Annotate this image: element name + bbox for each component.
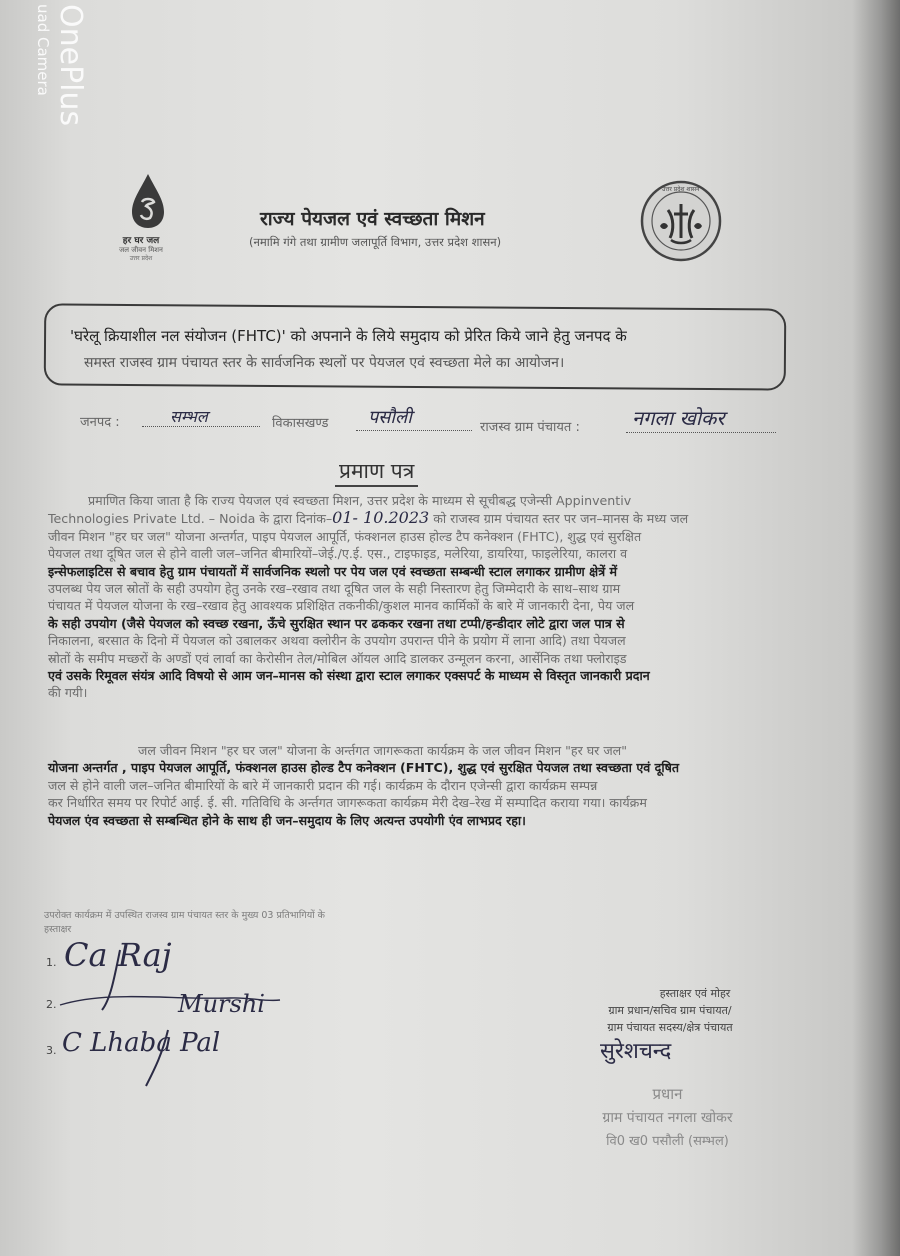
panchayat-underline: [626, 432, 776, 433]
para1-line: इन्सेफलाइटिस से बचाव हेतु ग्राम पंचायतों में सार्वजनिक स्थलो पर पेय जल एवं स्वच्छता सम्बन्धी स्टाल लगाकर ग्रामीण क्षेत्रें में: [48, 563, 618, 579]
certificate-paragraph-2: [48, 742, 788, 829]
watermark-brand: OnePlus: [53, 4, 88, 127]
block-label: विकासखण्ड: [272, 416, 329, 431]
authority-line-1: हस्ताक्षर एवं मोहर: [659, 987, 731, 1000]
topic-line-2: समस्त राजस्व ग्राम पंचायत स्तर के सार्वजनिक स्थलों पर पेयजल एवं स्वच्छता मेले का आयोजन।: [84, 355, 565, 371]
para2-line: पेयजल एंव स्वच्छता से सम्बन्धित होने के साथ ही जन–समुदाय के लिए अत्यन्त उपयोगी एंव लाभप्रद रहा।: [48, 812, 526, 828]
para1-line: की गयी।: [48, 685, 88, 701]
event-date: 01- 10.2023: [332, 508, 430, 528]
authority-signature-block: [560, 985, 780, 1036]
para1-line: पंचायत में पेयजल योजना के रख–रखाव हेतु आवश्यक प्रशिक्षित तकनीकी/कुशल मानव कार्मिकों के बारे में जानकारी देना, पेय जल: [48, 598, 635, 614]
para2-line: योजना अन्तर्गत , पाइप पेयजल आपूर्ति, फंक्शनल हाउस होल्ड टैप कनेक्शन (FHTC), शुद्ध एवं सुरक्षित पेयजल तथा स्वच्छता एवं दूषित: [48, 760, 680, 776]
stamp-line-1: प्रधान: [652, 1085, 683, 1103]
topic-box: [44, 303, 787, 390]
watermark-camera: uad Camera: [34, 4, 52, 96]
signatory-1-num: 1.: [46, 956, 57, 969]
stamp-line-2: ग्राम पंचायत नगला खोकर: [602, 1110, 733, 1126]
block-underline: [356, 430, 472, 431]
para1-line: पेयजल तथा दूषित जल से होने वाली जल–जनित बीमारियों–जेई./ए.ई. एस., टाइफाइड, मलेरिया, डायरिया, फाइलेरिया, कालरा व: [48, 546, 628, 562]
district-value: सम्भल: [170, 407, 208, 426]
para1-line: के सही उपयोग (जैसे पेयजल को स्वच्छ रखना, ऊँचे सुरक्षित स्थान पर ढककर रखना तथा टप्पी/हन्डीदार लोटे द्वारा जल पात्र से: [48, 615, 625, 631]
participants-note-2: हस्ताक्षर: [44, 924, 72, 935]
block-value: पसौली: [368, 407, 412, 428]
district-label: जनपद :: [80, 415, 120, 430]
certificate-paragraph-1: [48, 492, 788, 702]
para1-line: एवं उसके रिमूवल संयंत्र आदि विषयो से आम जन–मानस को संस्था द्वारा स्टाल लगाकर एक्सपर्ट के माध्यम से विस्तृत जानकारी प्रदान: [48, 668, 650, 684]
logo-left-line1: हर घर जल: [122, 236, 160, 246]
mission-title: राज्य पेयजल एवं स्वच्छता मिशन: [260, 208, 485, 230]
para1-line-date: [48, 509, 788, 527]
signature-scribbles: [50, 930, 370, 1090]
para1-line: स्रोतों के समीप मच्छरों के अण्डों एवं लार्वा का केरोसीन तेल/मोबिल ऑयल आदि डालकर उन्मूलन करना, आर्सेनिक तथा फ्लोराइड: [48, 650, 627, 666]
signatory-1-sign: Ca Raj: [64, 936, 172, 974]
panchayat-value: नगला खोकर: [632, 406, 725, 430]
up-govt-emblem: [638, 178, 724, 264]
para1-line: प्रमाणित किया जाता है कि राज्य पेयजल एवं स्वच्छता मिशन, उत्तर प्रदेश के माध्यम से सूचीबद्ध एजेन्सी Appinventiv: [88, 493, 632, 508]
para2-line: जल जीवन मिशन "हर घर जल" योजना के अर्न्तगत जागरूकता कार्यक्रम के जल जीवन मिशन "हर घर जल": [138, 743, 627, 758]
pradhan-signature: सुरेशचन्द: [600, 1039, 672, 1064]
para1-line: उपलब्ध पेय जल स्रोतों के सही उपयोग हेतु उनके रख–रखाव तथा दूषित जल के सही निस्तारण हेतु जिम्मेदारी के साथ–साथ ग्राम: [48, 581, 621, 597]
participants-note-1: उपरोक्त कार्यक्रम में उपस्थित राजस्व ग्राम पंचायत स्तर के मुख्य 03 प्रतिभागियों के: [44, 910, 325, 921]
mission-subtitle: (नमामि गंगे तथा ग्रामीण जलापूर्ति विभाग, उत्तर प्रदेश शासन): [249, 235, 502, 249]
certificate-title: प्रमाण पत्र: [335, 457, 418, 487]
logo-left-line3: उत्तर प्रदेश: [129, 255, 153, 262]
pradhan-stamp: [555, 1082, 780, 1154]
page-shadow: [852, 0, 900, 1256]
stamp-line-3: वि0 ख0 पसौली (सम्भल): [606, 1134, 729, 1149]
para1-line2-b: को राजस्व ग्राम पंचायत स्तर पर जन–मानस के मध्य जल: [429, 511, 689, 527]
para2-line: कर निर्धारित समय पर रिपोर्ट आई. ई. सी. गतिविधि के अर्न्तगत जागरूकता कार्यक्रम मेरी देख–रेख में सम्पादित कराया गया। कार्यक्रम: [48, 795, 647, 811]
logo-left-line2: जल जीवन मिशन: [119, 246, 163, 254]
jal-jeevan-logo: [104, 172, 188, 262]
authority-line-3: ग्राम पंचायत सदस्य/क्षेत्र पंचायत: [607, 1021, 733, 1034]
panchayat-label: राजस्व ग्राम पंचायत :: [480, 420, 580, 435]
water-drop-icon: [104, 172, 188, 232]
signatory-2-sign: Murshi: [178, 990, 265, 1018]
authority-line-2: ग्राम प्रधान/सचिव ग्राम पंचायत/: [608, 1004, 732, 1017]
para1-line: निकालना, बरसात के दिनो में पेयजल को उबालकर अथवा क्लोरीन के उपयोग उपरान्त पीने के प्रयोग में लाना आदि) तथा पेयजल: [48, 633, 626, 649]
signatory-2-num: 2.: [46, 998, 57, 1011]
para1-line: जीवन मिशन "हर घर जल" योजना अन्तर्गत, पाइप पेयजल आपूर्ति, फंक्शनल हाउस होल्ड टैप कनेक्शन (FHTC), शुद्ध एवं सुरक्षित: [48, 528, 642, 544]
camera-watermark: [8, 4, 88, 144]
signatory-3-num: 3.: [46, 1044, 57, 1057]
para2-line: जल से होने वाली जल–जनित बीमारियों के बारे में जानकारी प्रदान की गई। कार्यक्रम के दौरान एजेन्सी द्वारा कार्यक्रम सम्पन्न: [48, 777, 598, 793]
emblem-text: उत्तर प्रदेश शासन: [662, 186, 700, 193]
para1-line2-a: Technologies Private Ltd. – Noida के द्वारा दिनांक–: [48, 511, 333, 527]
signatory-3-sign: C Lhaba Pal: [62, 1028, 221, 1058]
topic-line-1: 'घरेलू क्रियाशील नल संयोजन (FHTC)' को अपनाने के लिये समुदाय को प्रेरित किये जाने हेतु जनपद के: [70, 327, 627, 345]
